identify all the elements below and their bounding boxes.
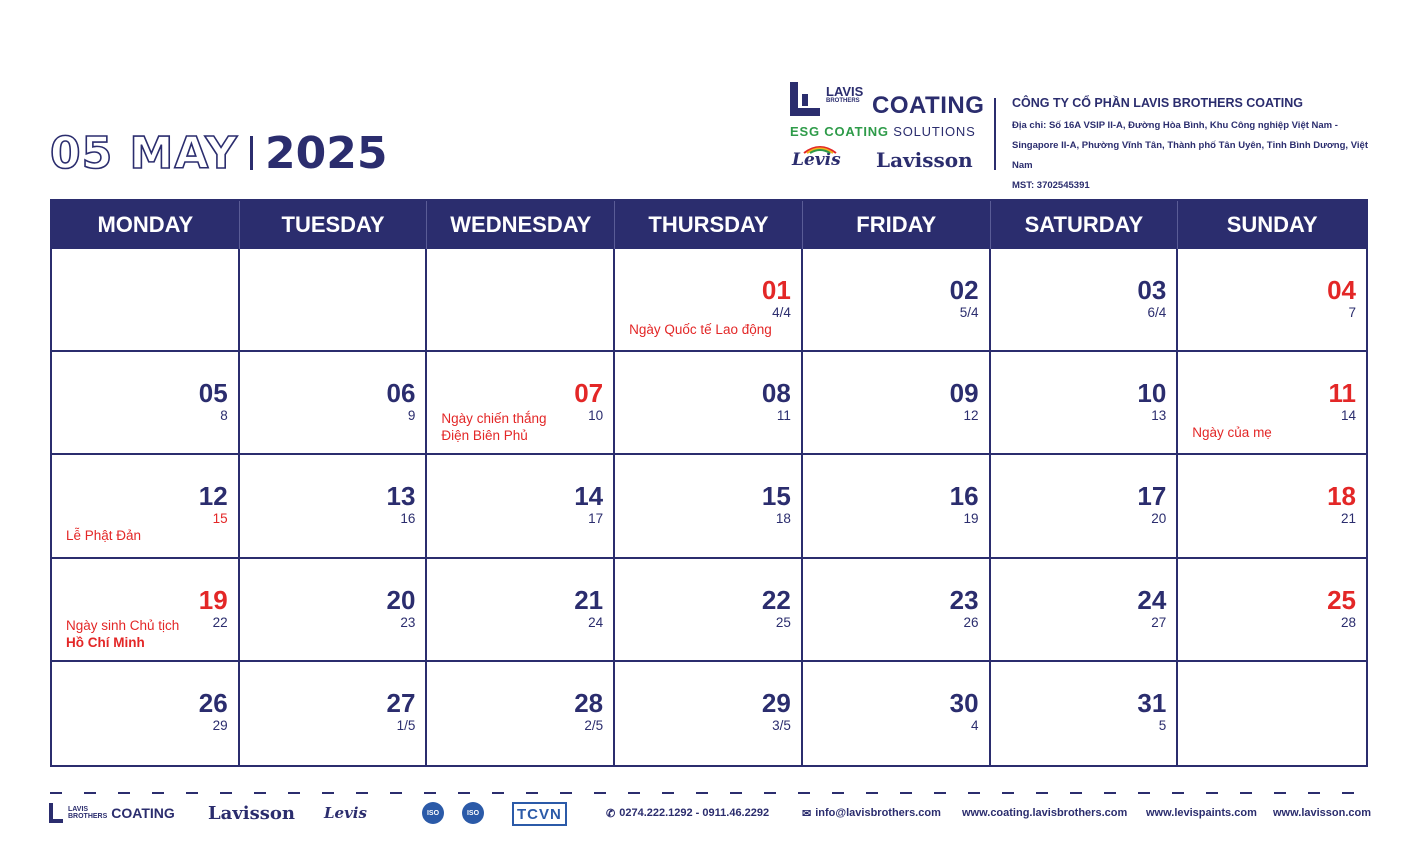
day-number: 30 bbox=[949, 687, 979, 718]
lunar-date: 25 bbox=[775, 614, 791, 630]
day-number: 12 bbox=[198, 481, 228, 512]
footer-email[interactable] bbox=[802, 798, 941, 828]
day-number: 24 bbox=[1137, 584, 1167, 615]
day-number: 04 bbox=[1327, 275, 1356, 305]
day-cell bbox=[803, 455, 991, 558]
company-info bbox=[1012, 96, 1368, 196]
iso-badge-icon: ISO bbox=[422, 802, 444, 824]
lunar-date: 26 bbox=[963, 614, 979, 630]
lunar-date: 6/4 bbox=[1147, 305, 1167, 320]
empty-day-cell bbox=[52, 249, 240, 352]
lunar-date: 17 bbox=[588, 511, 604, 527]
day-cell bbox=[240, 455, 428, 558]
holiday-note-line-1: Ngày Quốc tế Lao động bbox=[629, 322, 772, 337]
footer-phone-text: 0274.222.1292 - 0911.46.2292 bbox=[619, 807, 770, 819]
lunar-date: 7 bbox=[1348, 305, 1356, 320]
day-cell bbox=[615, 662, 803, 765]
footer-brand-name: COATING bbox=[111, 805, 175, 821]
weekday-wednesday: WEDNESDAY bbox=[427, 201, 615, 249]
levis-logo-text: Levis bbox=[792, 150, 841, 170]
lunar-date: 4 bbox=[971, 717, 979, 733]
day-cell bbox=[615, 352, 803, 455]
logo-word-brothers: BROTHERS bbox=[826, 98, 860, 104]
day-number: 02 bbox=[949, 275, 979, 305]
title-divider bbox=[250, 136, 253, 170]
lunar-date: 24 bbox=[588, 614, 604, 630]
empty-day-cell bbox=[427, 249, 615, 352]
footer-website-1[interactable]: www.coating.lavisbrothers.com bbox=[962, 807, 1128, 819]
holiday-note bbox=[66, 527, 141, 544]
weekday-friday: FRIDAY bbox=[803, 201, 991, 249]
day-cell bbox=[52, 559, 240, 662]
day-cell bbox=[991, 559, 1179, 662]
weekday-sunday: SUNDAY bbox=[1226, 212, 1318, 237]
lunar-date: 27 bbox=[1151, 614, 1167, 630]
lunar-date: 1/5 bbox=[396, 717, 416, 733]
day-cell bbox=[803, 662, 991, 765]
calendar-days bbox=[52, 249, 1366, 765]
weekday-tuesday: TUESDAY bbox=[240, 201, 428, 249]
brand-logo-block bbox=[788, 78, 985, 174]
iso-badge-1 bbox=[422, 798, 444, 828]
day-number: 01 bbox=[761, 275, 791, 305]
day-number: 03 bbox=[1137, 275, 1167, 305]
holiday-note-line-2: Điện Biên Phủ bbox=[441, 428, 528, 444]
brand-tagline bbox=[790, 124, 976, 139]
year-label: 2025 bbox=[265, 127, 388, 179]
lunar-date: 14 bbox=[1340, 408, 1356, 424]
day-number: 11 bbox=[1328, 378, 1356, 409]
calendar-grid bbox=[50, 199, 1368, 767]
weekday-monday: MONDAY bbox=[52, 201, 240, 249]
day-number: 29 bbox=[761, 687, 791, 718]
lunar-date: 3/5 bbox=[772, 717, 791, 733]
lunar-date: 5/4 bbox=[959, 305, 979, 320]
lunar-date: 15 bbox=[212, 511, 228, 527]
lunar-date: 19 bbox=[963, 511, 979, 527]
day-number: 16 bbox=[949, 481, 979, 512]
day-cell bbox=[52, 662, 240, 765]
lunar-date: 10 bbox=[588, 408, 604, 424]
company-address-2: Singapore II-A, Phường Vĩnh Tân, Thành phố Tân Uyên, Tỉnh Bình Dương, Việt Nam bbox=[1012, 140, 1368, 171]
lunar-date: 2/5 bbox=[584, 717, 604, 733]
day-cell bbox=[991, 455, 1179, 558]
day-cell bbox=[240, 559, 428, 662]
day-number: 26 bbox=[198, 687, 228, 718]
holiday-note bbox=[441, 410, 546, 444]
calendar-title bbox=[50, 128, 388, 178]
footer-brand-mini-1: LAVIS bbox=[68, 806, 89, 813]
day-number: 21 bbox=[574, 584, 604, 615]
holiday-note-line-1: Lễ Phật Đản bbox=[66, 528, 142, 544]
day-cell bbox=[52, 352, 240, 455]
holiday-note-line-2: Hồ Chí Minh bbox=[66, 634, 145, 650]
brand-divider bbox=[994, 98, 996, 170]
brand-name: COATING bbox=[872, 92, 985, 119]
lunar-date: 21 bbox=[1340, 511, 1356, 527]
lunar-date: 8 bbox=[220, 408, 228, 424]
day-number: 14 bbox=[574, 481, 604, 512]
day-number: 08 bbox=[761, 378, 791, 409]
tcvn-badge: TCVN bbox=[512, 802, 567, 826]
footer-brand-mini-2: BROTHERS bbox=[68, 813, 108, 820]
mail-icon: ✉ bbox=[802, 807, 812, 820]
day-cell bbox=[1178, 455, 1366, 558]
lunar-date: 5 bbox=[1158, 717, 1167, 733]
day-cell bbox=[240, 662, 428, 765]
lunar-date: 29 bbox=[212, 717, 228, 733]
day-cell bbox=[1178, 559, 1366, 662]
day-cell bbox=[427, 455, 615, 558]
day-cell bbox=[803, 352, 991, 455]
day-number: 10 bbox=[1137, 378, 1167, 409]
logo-word-lavis: LAVIS bbox=[826, 84, 864, 99]
day-number: 13 bbox=[386, 481, 416, 512]
weekday-saturday: SATURDAY bbox=[991, 201, 1179, 249]
day-cell bbox=[427, 352, 615, 455]
lavis-logo-mark-icon bbox=[788, 80, 822, 118]
day-number: 27 bbox=[386, 687, 416, 718]
iso-badge-2 bbox=[462, 798, 484, 828]
day-cell bbox=[240, 352, 428, 455]
day-cell bbox=[427, 559, 615, 662]
day-cell bbox=[615, 559, 803, 662]
footer-levis-logo: Levis bbox=[324, 804, 367, 822]
tagline-green: ESG COATING bbox=[790, 124, 889, 139]
weekday-thursday: THURSDAY bbox=[615, 201, 803, 249]
footer-lavis-logo bbox=[48, 798, 175, 828]
day-number: 06 bbox=[386, 378, 416, 409]
day-number: 23 bbox=[949, 584, 979, 615]
lavis-brothers-word bbox=[826, 86, 863, 105]
tagline-blue: SOLUTIONS bbox=[893, 124, 976, 139]
day-cell bbox=[991, 352, 1179, 455]
holiday-note-line-1: Ngày của mẹ bbox=[1192, 425, 1272, 441]
footer-website-3[interactable]: www.lavisson.com bbox=[1273, 807, 1372, 819]
weekday-header bbox=[52, 201, 1366, 249]
day-number: 09 bbox=[949, 378, 979, 409]
empty-day-cell bbox=[240, 249, 428, 352]
day-cell bbox=[52, 455, 240, 558]
month-label: 05 MAY bbox=[50, 127, 239, 179]
day-number: 31 bbox=[1137, 687, 1167, 718]
footer-lavisson-logo: Lavisson bbox=[208, 802, 295, 824]
company-address-1: Địa chỉ: Số 16A VSIP II-A, Đường Hòa Bình, Khu Công nghiệp Việt Nam - bbox=[1012, 120, 1338, 131]
day-number: 15 bbox=[761, 481, 791, 512]
company-tax-id: MST: 3702545391 bbox=[1012, 180, 1090, 191]
company-name: CÔNG TY CỔ PHẦN LAVIS BROTHERS COATING bbox=[1012, 96, 1303, 110]
day-number: 22 bbox=[761, 584, 791, 615]
lunar-date: 11 bbox=[776, 408, 791, 424]
lunar-date: 23 bbox=[400, 614, 416, 630]
footer-lavis-mark-icon bbox=[48, 802, 64, 824]
day-number: 07 bbox=[574, 378, 604, 409]
day-number: 18 bbox=[1327, 481, 1356, 512]
footer-website-2[interactable]: www.levispaints.com bbox=[1146, 807, 1257, 819]
lunar-date: 13 bbox=[1151, 408, 1167, 424]
day-number: 19 bbox=[198, 584, 228, 615]
footer-email-text[interactable]: info@lavisbrothers.com bbox=[815, 807, 941, 819]
iso-badge-icon: ISO bbox=[462, 802, 484, 824]
holiday-note bbox=[66, 617, 179, 651]
day-number: 05 bbox=[198, 378, 228, 409]
lunar-date: 4/4 bbox=[772, 305, 791, 320]
footer-phone bbox=[606, 798, 769, 828]
holiday-note-line-1: Ngày sinh Chủ tịch bbox=[66, 617, 180, 633]
lunar-date: 9 bbox=[407, 408, 416, 424]
day-cell bbox=[803, 559, 991, 662]
day-cell bbox=[1178, 249, 1366, 352]
day-cell bbox=[991, 662, 1179, 765]
day-cell bbox=[1178, 352, 1366, 455]
lunar-date: 20 bbox=[1151, 511, 1167, 527]
holiday-note bbox=[1192, 424, 1272, 441]
day-cell bbox=[803, 249, 991, 352]
day-number: 20 bbox=[386, 584, 416, 615]
holiday-note-line-1: Ngày chiến thắng bbox=[441, 411, 547, 427]
levis-logo bbox=[792, 150, 841, 170]
day-number: 17 bbox=[1137, 481, 1167, 512]
day-number: 28 bbox=[574, 687, 604, 718]
levis-rainbow-arc-icon bbox=[802, 144, 838, 154]
day-cell bbox=[615, 249, 803, 352]
dashed-separator bbox=[50, 792, 1368, 794]
lunar-date: 22 bbox=[212, 614, 228, 630]
phone-icon: ✆ bbox=[606, 807, 616, 820]
lunar-date: 12 bbox=[963, 408, 979, 424]
lunar-date: 28 bbox=[1340, 614, 1356, 630]
lunar-date: 16 bbox=[400, 511, 416, 527]
day-cell bbox=[991, 249, 1179, 352]
lavisson-logo: Lavisson bbox=[876, 148, 973, 172]
day-cell bbox=[615, 455, 803, 558]
day-cell bbox=[427, 662, 615, 765]
empty-day-cell bbox=[1178, 662, 1366, 765]
holiday-note bbox=[629, 321, 772, 338]
footer bbox=[48, 798, 1370, 834]
lunar-date: 18 bbox=[775, 511, 791, 527]
footer-brand-mini bbox=[68, 806, 107, 820]
day-number: 25 bbox=[1327, 584, 1356, 615]
